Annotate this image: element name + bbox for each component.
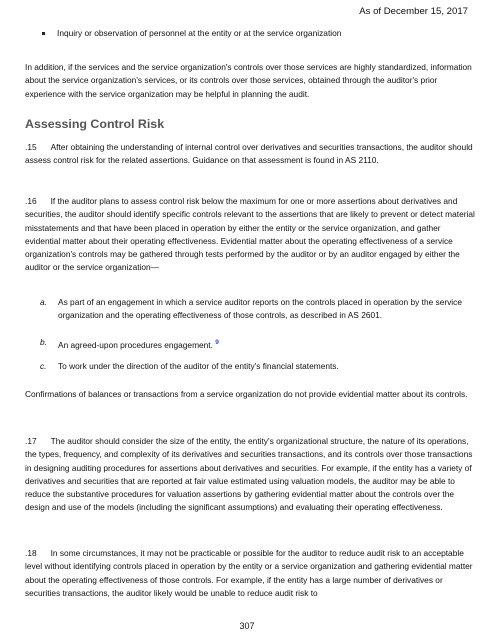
bullet-icon [42, 32, 45, 35]
paragraph-number: .15 [25, 142, 37, 152]
list-item-b [40, 336, 480, 352]
list-letter: c. [40, 361, 47, 371]
paragraph-text: In some circumstances, it may not be practicable or possible for the auditor to reduce audit risk to an acceptable level without identifying controls placed in operation by the entity or a service organization and gathering evidential matter about the operating effectiveness of those controls. For example, if the entity has a large number of derivatives or securities transactions, the auditor likely would be unable to reduce audit risk to [25, 548, 473, 598]
confirmations-paragraph: Confirmations of balances or transactions from a service organization do not provide evidential matter about its controls. [25, 389, 468, 399]
bullet-text: Inquiry or observation of personnel at the entity or at the service organization [57, 28, 342, 38]
list-item-a [40, 296, 480, 323]
bullet-item [42, 27, 341, 39]
list-text: As part of an engagement in which a service auditor reports on the controls placed in operation by the service organization and the operating effectiveness of those controls, as described in AS 2601. [58, 297, 462, 321]
paragraph-number: .16 [25, 196, 37, 206]
header-date: As of December 15, 2017 [359, 6, 468, 17]
list-letter: a. [40, 297, 47, 307]
page-number: 307 [239, 621, 255, 631]
paragraph-15 [25, 141, 475, 168]
list-letter: b. [40, 337, 47, 347]
paragraph-text: After obtaining the understanding of internal control over derivatives and securities transactions, the auditor should assess control risk for the related assertions. Guidance on that assessment is found in AS 2110. [25, 142, 473, 166]
paragraph-18 [25, 547, 475, 600]
intro-paragraph: In addition, if the services and the service organization's controls over those services are highly standardized, information about the service organization's services, or its controls over those services, obtained through the auditor's prior experience with the service organization may be helpful in planning the audit. [25, 62, 472, 99]
footnote-link[interactable]: 9 [215, 339, 219, 346]
list-text [58, 336, 468, 352]
paragraph-number: .17 [25, 436, 37, 446]
list-item-c [40, 360, 480, 373]
list-text-body: An agreed-upon procedures engagement. [58, 339, 213, 350]
paragraph-17 [25, 435, 475, 515]
paragraph-text: If the auditor plans to assess control risk below the maximum for one or more assertions about derivatives and securities, the auditor should identify specific controls relevant to the assertions that are likely to prevent or detect material misstatements and that have been placed in operation by either the entity or the service organization, and gather evidential matter about their operating effectiveness. Evidential matter about the operating effectiveness of a service organization's controls may be gathered through tests performed by the auditor or by an auditor engaged by either the auditor or the service organization— [25, 196, 475, 273]
section-heading: Assessing Control Risk [25, 117, 165, 131]
paragraph-16 [25, 195, 475, 275]
list-text: To work under the direction of the auditor of the entity's financial statements. [58, 361, 339, 371]
paragraph-number: .18 [25, 548, 37, 558]
paragraph-text: The auditor should consider the size of the entity, the entity's organizational structure, the nature of its operations, the types, frequency, and complexity of its derivatives and securities transactions, and its controls over those transactions in designing auditing procedures for assertions about derivatives and securities. For example, if the entity has a variety of derivatives and securities that are reported at fair value estimated using valuation models, the auditor may be able to reduce the substantive procedures for valuation assertions by gathering evidential matter about the controls over the design and use of the models (including the significant assumptions) and evaluating their operating effectiveness. [25, 436, 473, 513]
